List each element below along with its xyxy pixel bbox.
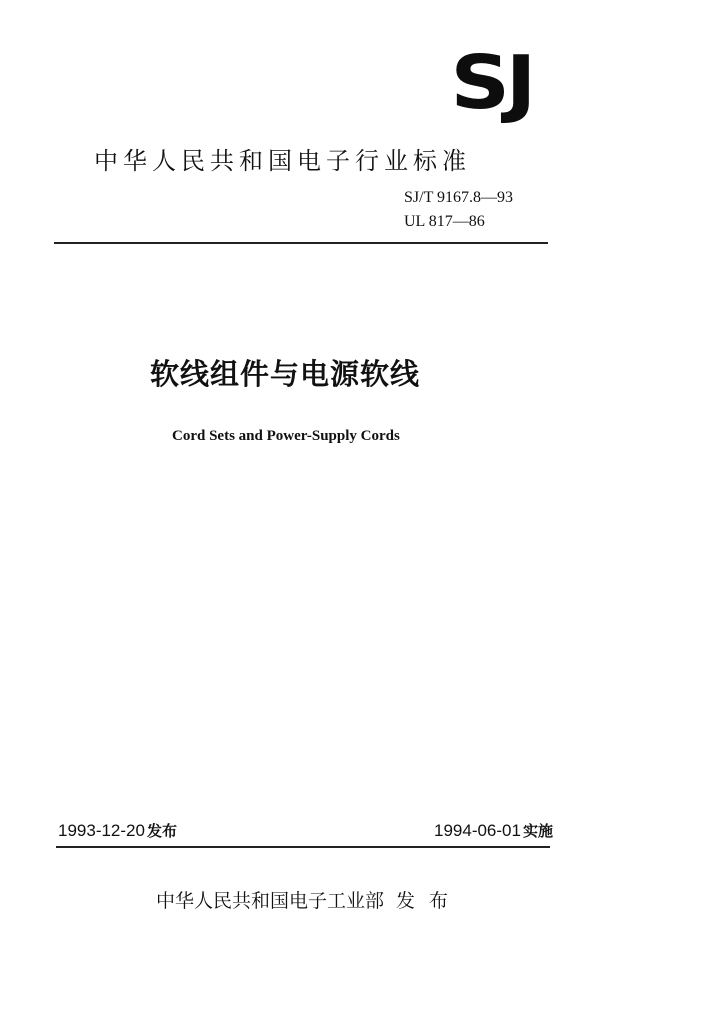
issuer-name: 中华人民共和国电子工业部 bbox=[156, 890, 385, 912]
issue-date-line bbox=[58, 820, 177, 842]
industry-standard-heading: 中华人民共和国电子行业标准 bbox=[94, 147, 471, 175]
effective-date-line bbox=[434, 820, 553, 842]
document-title-english: Cord Sets and Power-Supply Cords bbox=[172, 428, 400, 444]
footer-divider bbox=[56, 846, 550, 848]
issuer-line bbox=[156, 888, 462, 914]
issue-date: 1993-12-20 bbox=[58, 821, 145, 840]
issue-label: 发布 bbox=[146, 822, 177, 840]
header-divider bbox=[54, 242, 548, 244]
effective-label: 实施 bbox=[522, 822, 553, 840]
sj-logo: SJ bbox=[450, 40, 532, 126]
document-title-chinese: 软线组件与电源软线 bbox=[150, 357, 421, 391]
effective-date: 1994-06-01 bbox=[434, 821, 521, 840]
equivalent-standard-number: UL 817—86 bbox=[404, 213, 485, 230]
standard-number: SJ/T 9167.8—93 bbox=[404, 189, 514, 206]
issuer-action: 发布 bbox=[396, 890, 463, 912]
